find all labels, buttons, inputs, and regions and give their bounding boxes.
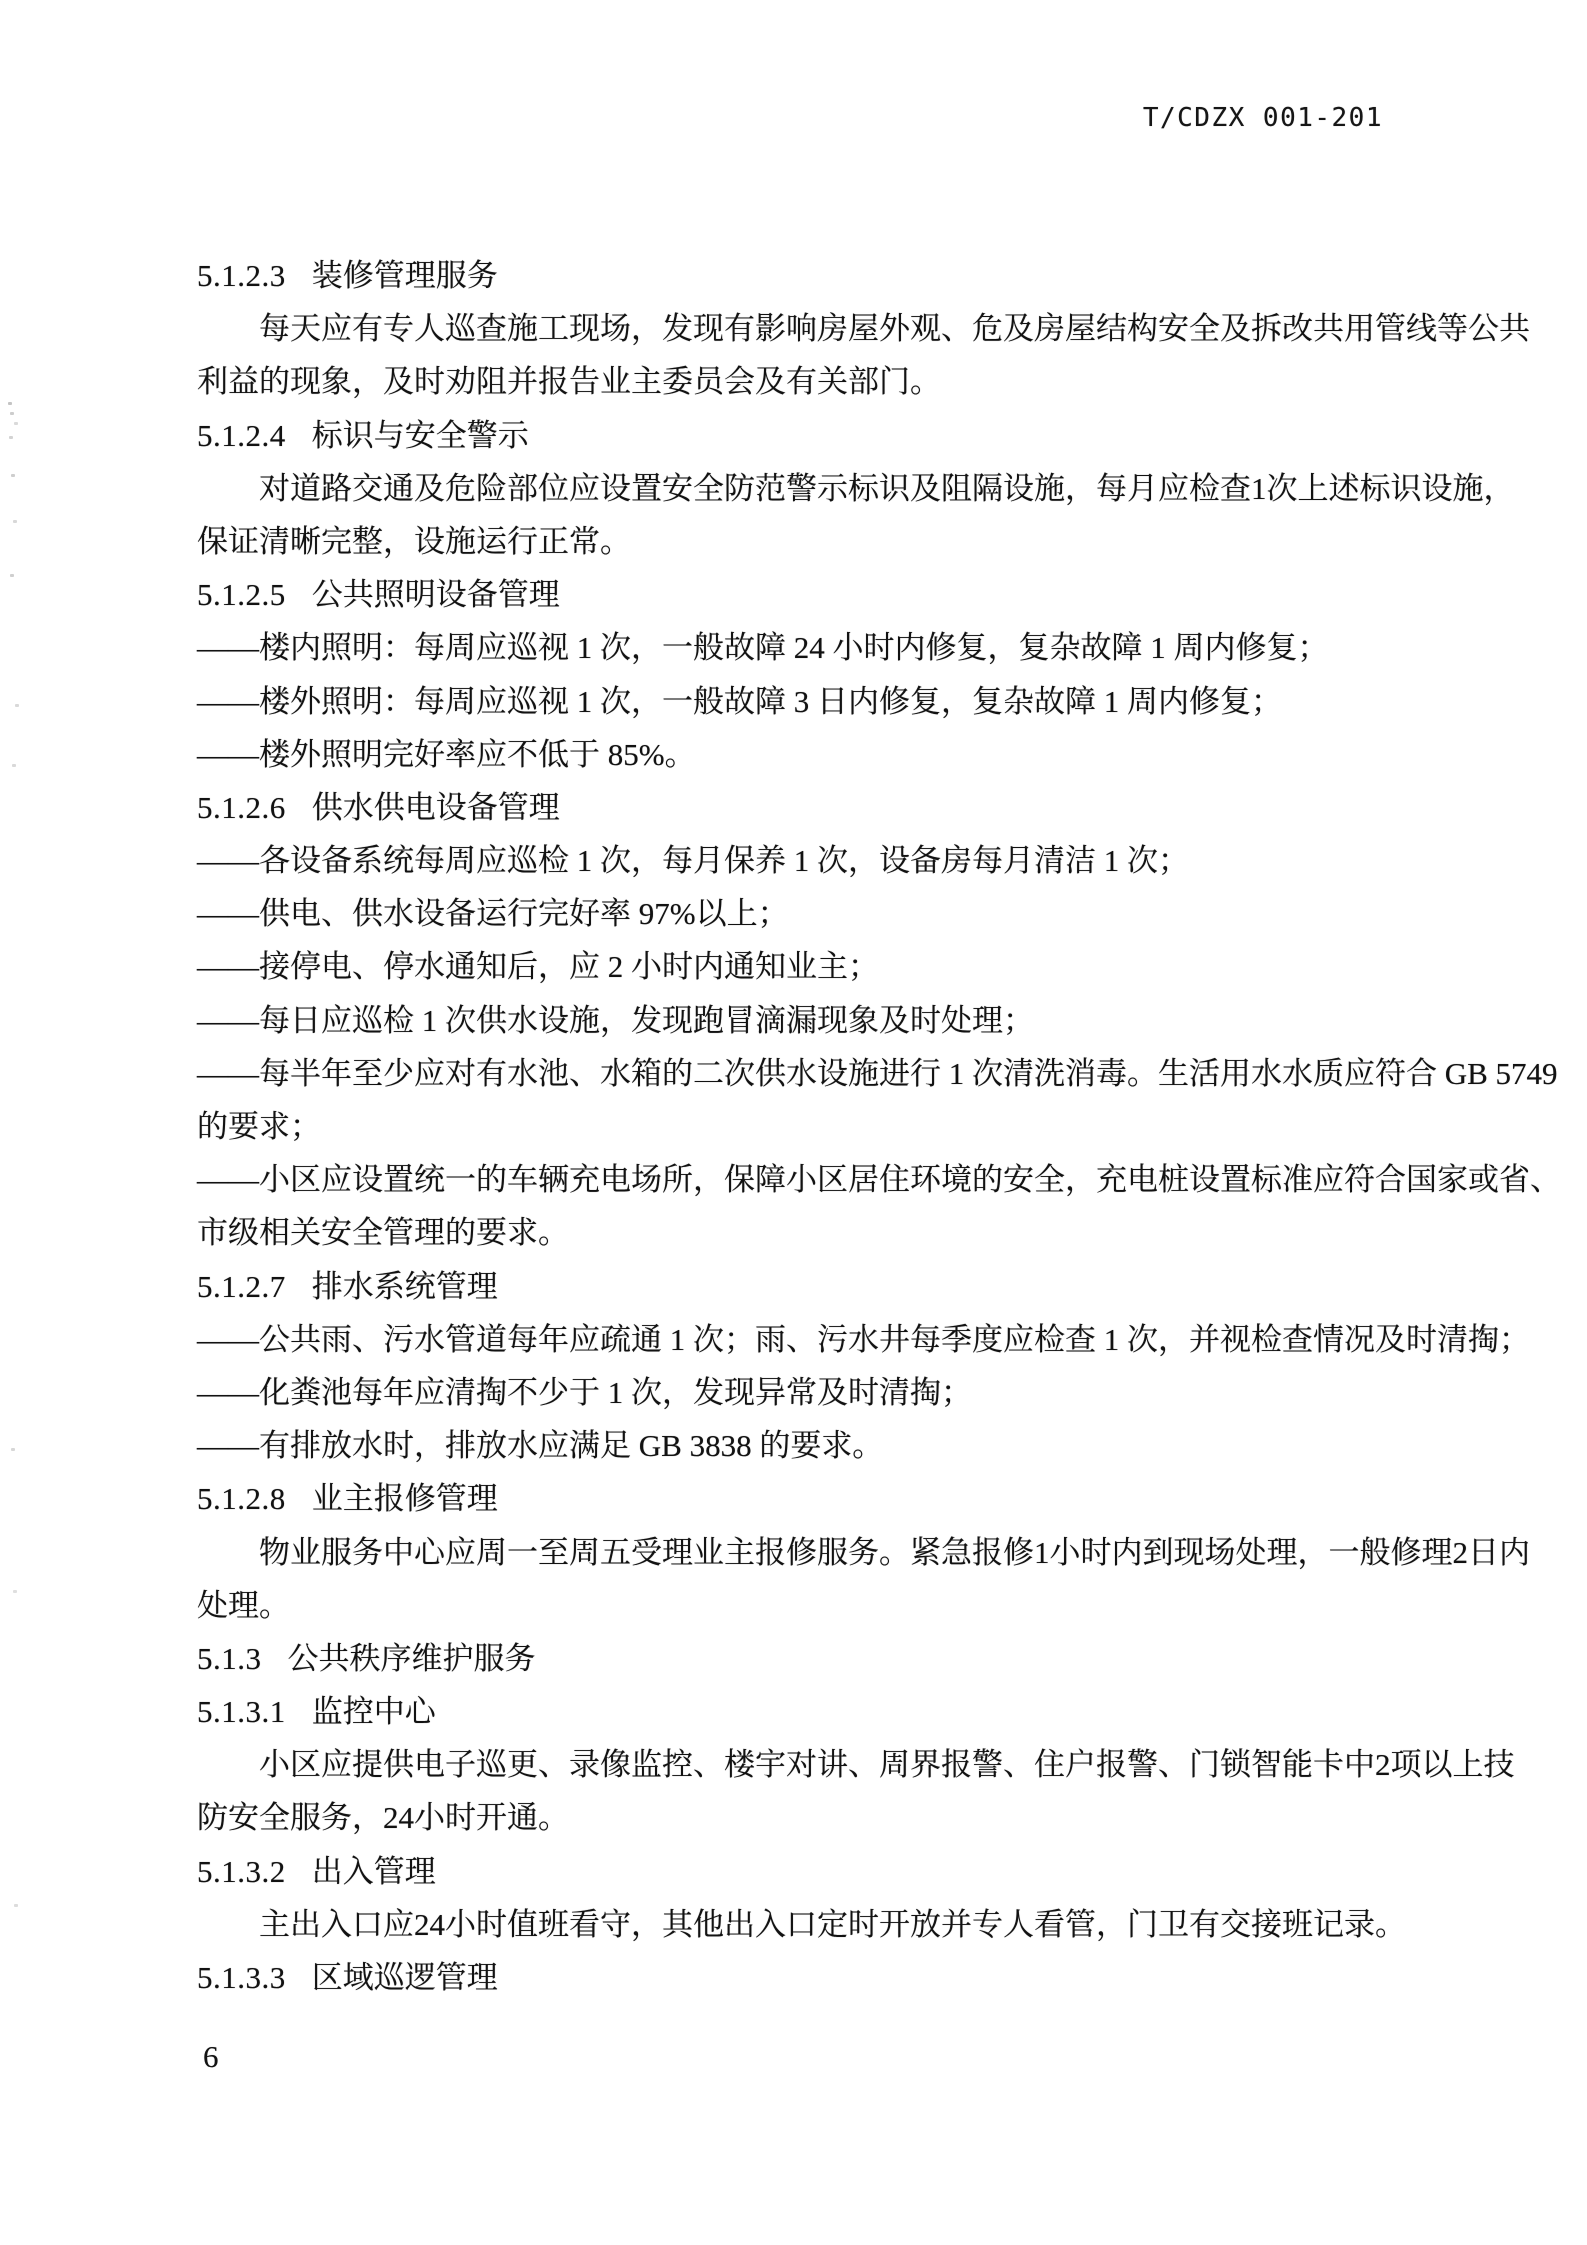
- clause-title: 公共秩序维护服务: [287, 1640, 536, 1676]
- scan-artifact-specks: [8, 402, 12, 405]
- text-line: ——小区应设置统一的车辆充电场所，保障小区居住环境的安全，充电桩设置标准应符合国家或省、: [197, 1162, 1561, 1198]
- clause-number: 5.1.2.6: [197, 789, 286, 825]
- document-code-header: T/CDZX 001-201: [1142, 103, 1383, 133]
- clause-heading-5.1.2.6: [197, 781, 1497, 834]
- clause-title: 区域巡逻管理: [311, 1960, 498, 1995]
- clause-heading-5.1.3: [197, 1632, 1497, 1685]
- clause-number: 5.1.3.3: [197, 1960, 286, 1995]
- text-line: ——楼外照明完好率应不低于 85%。: [197, 736, 696, 772]
- clause-heading-5.1.2.8: [197, 1472, 1497, 1525]
- text-line: ——公共雨、污水管道每年应疏通 1 次；雨、污水井每季度应检查 1 次，并视检查情况及时清掏；: [197, 1321, 1530, 1357]
- text-line: 防安全服务，24小时开通。: [197, 1800, 569, 1836]
- text-line: 对道路交通及危险部位应设置安全防范警示标识及阻隔设施，每月应检查1次上述标识设施，: [259, 470, 1515, 506]
- text-line: ——每日应巡检 1 次供水设施，发现跑冒滴漏现象及时处理；: [197, 1002, 1034, 1038]
- text-line: 的要求；: [197, 1109, 321, 1144]
- clause-title: 排水系统管理: [311, 1268, 498, 1304]
- clause-number: 5.1.3.2: [197, 1853, 286, 1889]
- clause-number: 5.1.2.3: [197, 258, 286, 293]
- clause-heading-5.1.3.2: [197, 1845, 1497, 1898]
- text-line: 市级相关安全管理的要求。: [197, 1215, 569, 1251]
- clause-title: 标识与安全警示: [311, 417, 529, 453]
- clause-title: 出入管理: [311, 1853, 436, 1889]
- text-line: ——楼外照明：每周应巡视 1 次，一般故障 3 日内修复，复杂故障 1 周内修复；: [197, 683, 1282, 719]
- clause-title: 业主报修管理: [311, 1481, 498, 1517]
- clause-title: 装修管理服务: [311, 258, 498, 293]
- clause-heading-5.1.2.5: [197, 568, 1497, 621]
- text-line: 小区应提供电子巡更、录像监控、楼宇对讲、周界报警、住户报警、门锁智能卡中2项以上技: [259, 1747, 1515, 1783]
- clause-heading-5.1.2.4: [197, 409, 1497, 462]
- text-line: ——有排放水时，排放水应满足 GB 3838 的要求。: [197, 1428, 884, 1464]
- text-line: 保证清晰完整，设施运行正常。: [197, 523, 631, 559]
- clause-number: 5.1.2.7: [197, 1268, 286, 1304]
- clause-number: 5.1.2.8: [197, 1481, 286, 1517]
- clause-number: 5.1.2.4: [197, 417, 286, 453]
- text-line: ——各设备系统每周应巡检 1 次，每月保养 1 次，设备房每月清洁 1 次；: [197, 843, 1189, 879]
- clause-number: 5.1.2.5: [197, 577, 286, 613]
- clause-title: 监控中心: [311, 1694, 436, 1730]
- text-line: 物业服务中心应周一至周五受理业主报修服务。紧急报修1小时内到现场处理，一般修理2日内: [259, 1534, 1530, 1570]
- clause-heading-5.1.3.3: [197, 1951, 1497, 2004]
- document-body: [197, 249, 1561, 2004]
- text-line: ——每半年至少应对有水池、水箱的二次供水设施进行 1 次清洗消毒。生活用水水质应符合 GB 5749: [197, 1055, 1558, 1091]
- text-line: ——接停电、停水通知后，应 2 小时内通知业主；: [197, 949, 879, 985]
- clause-title: 供水供电设备管理: [311, 789, 560, 825]
- clause-heading-5.1.2.7: [197, 1260, 1497, 1313]
- clause-number: 5.1.3: [197, 1640, 262, 1676]
- clause-heading-5.1.2.3: [197, 249, 1497, 302]
- text-line: ——化粪池每年应清掏不少于 1 次，发现异常及时清掏；: [197, 1374, 972, 1410]
- text-line: 主出入口应24小时值班看守，其他出入口定时开放并专人看管，门卫有交接班记录。: [259, 1906, 1406, 1942]
- clause-number: 5.1.3.1: [197, 1694, 286, 1730]
- text-line: 每天应有专人巡查施工现场，发现有影响房屋外观、危及房屋结构安全及拆改共用管线等公共: [259, 311, 1530, 347]
- text-line: 处理。: [197, 1587, 290, 1623]
- clause-title: 公共照明设备管理: [311, 577, 560, 613]
- text-line: 利益的现象，及时劝阻并报告业主委员会及有关部门。: [197, 364, 941, 400]
- text-line: ——楼内照明：每周应巡视 1 次，一般故障 24 小时内修复，复杂故障 1 周内修复；: [197, 630, 1329, 666]
- page-number: 6: [203, 2039, 219, 2074]
- text-line: ——供电、供水设备运行完好率 97%以上；: [197, 896, 789, 932]
- clause-heading-5.1.3.1: [197, 1685, 1497, 1738]
